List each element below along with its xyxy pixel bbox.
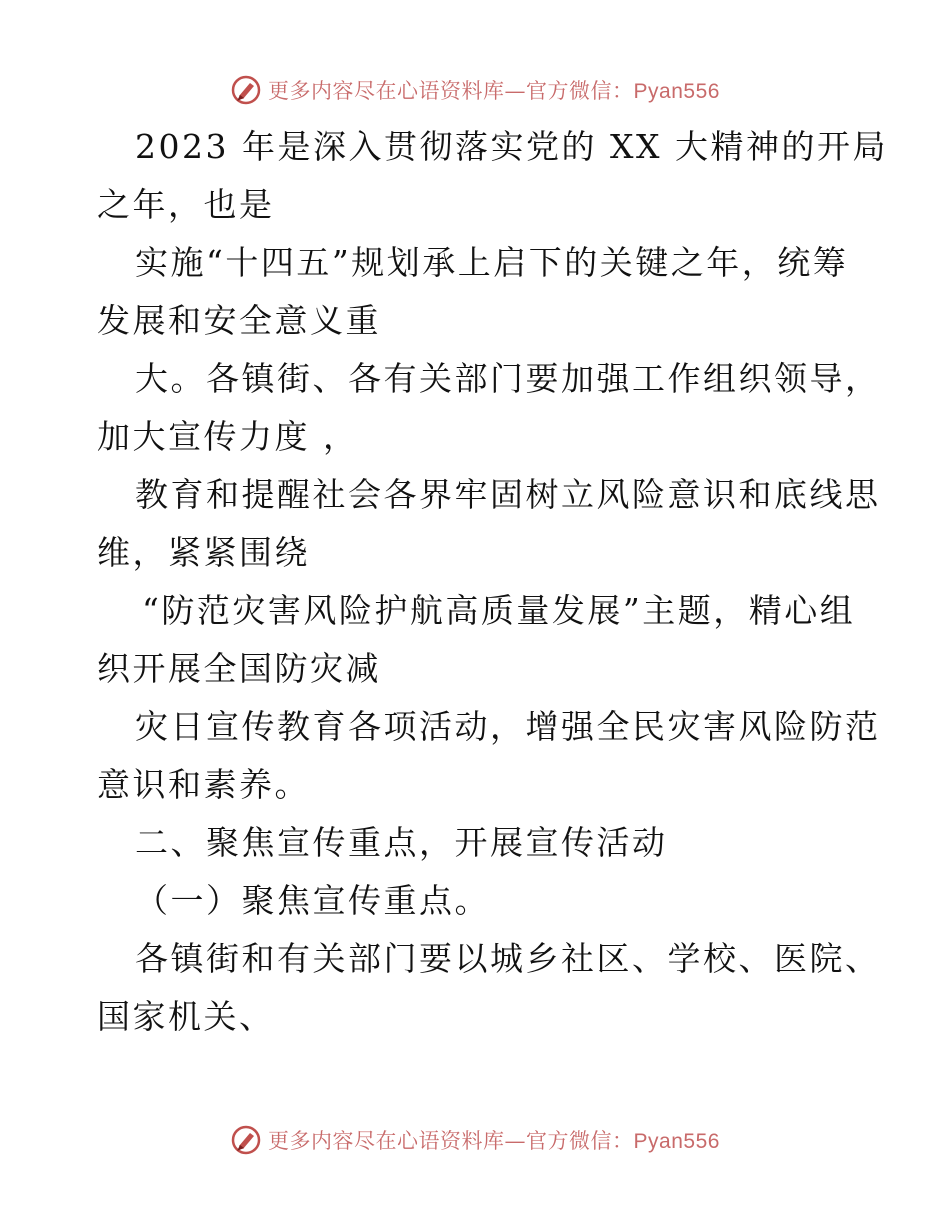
header-watermark bbox=[0, 70, 950, 110]
section-heading: 二、聚焦宣传重点，开展宣传活动 bbox=[135, 823, 668, 862]
pen-logo-icon bbox=[230, 74, 262, 106]
paragraph: 实施“十四五”规划承上启下的关键之年，统筹 发展和安全意义重 bbox=[97, 243, 849, 340]
paragraph: 2023 年是深入贯彻落实党的 XX 大精神的开局 之年，也是 bbox=[97, 127, 888, 224]
paragraph: 各镇街和有关部门要以城乡社区、学校、医院、 国家机关、 bbox=[97, 939, 881, 1036]
footer-watermark bbox=[0, 1120, 950, 1160]
paragraph: 灾日宣传教育各项活动，增强全民灾害风险防范 意识和素养。 bbox=[97, 707, 881, 804]
document-body bbox=[97, 118, 888, 1046]
paragraph: “防范灾害风险护航高质量发展”主题，精心组 织开展全国防灾减 bbox=[97, 591, 856, 688]
paragraph: 大。各镇街、各有关部门要加强工作组织领导， 加大宣传力度 ， bbox=[97, 359, 881, 456]
pen-logo-icon bbox=[230, 1124, 262, 1156]
subsection-heading: （一）聚焦宣传重点。 bbox=[135, 881, 490, 920]
paragraph: 教育和提醒社会各界牢固树立风险意识和底线思 维，紧紧围绕 bbox=[97, 475, 881, 572]
watermark-text: 更多内容尽在心语资料库—官方微信：Pyan556 bbox=[268, 1129, 720, 1153]
watermark-text: 更多内容尽在心语资料库—官方微信：Pyan556 bbox=[268, 79, 720, 103]
